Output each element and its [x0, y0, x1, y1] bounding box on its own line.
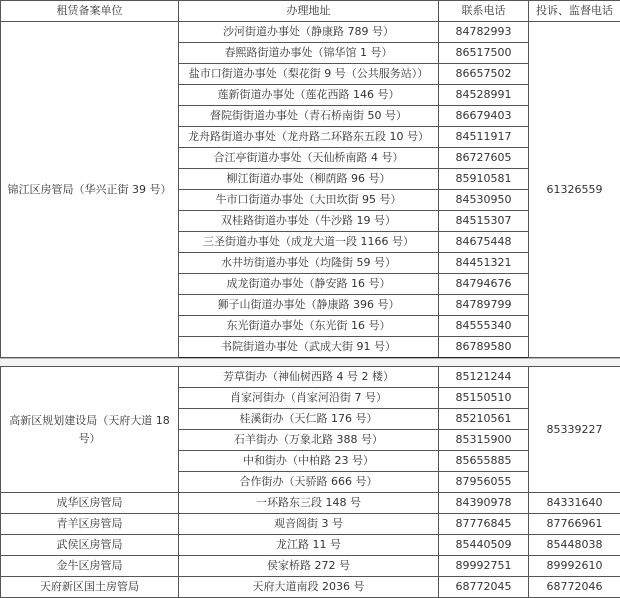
- unit-cell-jinjiang: 锦江区房管局（华兴正街 39 号）: [1, 22, 179, 358]
- address-cell: 春熙路街道办事处（锦华馆 1 号）: [179, 43, 439, 64]
- address-cell: 东光街道办事处（东光街 16 号）: [179, 316, 439, 337]
- address-cell: 水井坊街道办事处（均隆街 59 号）: [179, 253, 439, 274]
- table-row: [1, 514, 620, 535]
- header-address: 办理地址: [179, 1, 439, 22]
- phone-cell: 85210561: [439, 409, 529, 430]
- address-cell: 观音阁街 3 号: [179, 514, 439, 535]
- phone-cell: 84530950: [439, 190, 529, 211]
- table-row: [1, 22, 620, 43]
- table-row: [1, 367, 620, 388]
- table-row: [1, 535, 620, 556]
- address-cell: 合作街办（天骄路 666 号）: [179, 472, 439, 493]
- table-row: [1, 493, 620, 514]
- header-phone: 联系电话: [439, 1, 529, 22]
- phone-cell: 84390978: [439, 493, 529, 514]
- address-cell: 合江亭街道办事处（天仙桥南路 4 号）: [179, 148, 439, 169]
- header-complaint: 投诉、监督电话: [529, 1, 620, 22]
- address-cell: 龙江路 11 号: [179, 535, 439, 556]
- phone-cell: 84789799: [439, 295, 529, 316]
- address-cell: 三圣街道办事处（成龙大道一段 1166 号）: [179, 232, 439, 253]
- table-row: [1, 577, 620, 598]
- phone-cell: 86789580: [439, 337, 529, 358]
- address-cell: 沙河街道办事处（静康路 789 号）: [179, 22, 439, 43]
- address-cell: 芳草街办（神仙树西路 4 号 2 楼）: [179, 367, 439, 388]
- complaint-cell-jinjiang: 61326559: [529, 22, 620, 358]
- phone-cell: 84675448: [439, 232, 529, 253]
- address-cell: 柳江街道办事处（柳荫路 96 号）: [179, 169, 439, 190]
- phone-cell: 87776845: [439, 514, 529, 535]
- phone-cell: 85150510: [439, 388, 529, 409]
- address-cell: 石羊街办（万象北路 388 号）: [179, 430, 439, 451]
- address-cell: 成龙街道办事处（静安路 16 号）: [179, 274, 439, 295]
- unit-cell: 武侯区房管局: [1, 535, 179, 556]
- address-cell: 牛市口街道办事处（大田坎街 95 号）: [179, 190, 439, 211]
- phone-cell: 85655885: [439, 451, 529, 472]
- rental-registry-table-others: [0, 366, 620, 598]
- phone-cell: 84511917: [439, 127, 529, 148]
- phone-cell: 89992751: [439, 556, 529, 577]
- complaint-cell-gaoxin: 85339227: [529, 367, 620, 493]
- address-cell: 肖家河街办（肖家河沿街 7 号）: [179, 388, 439, 409]
- phone-cell: 84515307: [439, 211, 529, 232]
- phone-cell: 68772045: [439, 577, 529, 598]
- phone-cell: 86517500: [439, 43, 529, 64]
- phone-cell: 86657502: [439, 64, 529, 85]
- address-cell: 督院街街道办事处（青石桥南街 50 号）: [179, 106, 439, 127]
- address-cell: 双桂路街道办事处（牛沙路 19 号）: [179, 211, 439, 232]
- address-cell: 莲新街道办事处（莲花西路 146 号）: [179, 85, 439, 106]
- unit-cell-gaoxin: 高新区规划建设局（天府大道 18 号）: [1, 367, 179, 493]
- complaint-cell: 85448038: [529, 535, 620, 556]
- address-cell: 天府大道南段 2036 号: [179, 577, 439, 598]
- phone-cell: 86679403: [439, 106, 529, 127]
- address-cell: 盐市口街道办事处（梨花街 9 号（公共服务站））: [179, 64, 439, 85]
- complaint-cell: 68772046: [529, 577, 620, 598]
- address-cell: 桂溪街办（天仁路 176 号）: [179, 409, 439, 430]
- address-cell: 一环路东三段 148 号: [179, 493, 439, 514]
- complaint-cell: 89992610: [529, 556, 620, 577]
- unit-cell: 天府新区国土房管局: [1, 577, 179, 598]
- phone-cell: 84794676: [439, 274, 529, 295]
- phone-cell: 84451321: [439, 253, 529, 274]
- phone-cell: 86727605: [439, 148, 529, 169]
- address-cell: 中和街办（中柏路 23 号）: [179, 451, 439, 472]
- phone-cell: 84528991: [439, 85, 529, 106]
- address-cell: 龙舟路街道办事处（龙舟路二环路东五段 10 号）: [179, 127, 439, 148]
- phone-cell: 85315900: [439, 430, 529, 451]
- unit-cell: 青羊区房管局: [1, 514, 179, 535]
- phone-cell: 84782993: [439, 22, 529, 43]
- phone-cell: 85440509: [439, 535, 529, 556]
- header-unit: 租赁备案单位: [1, 1, 179, 22]
- address-cell: 侯家桥路 272 号: [179, 556, 439, 577]
- phone-cell: 87956055: [439, 472, 529, 493]
- table-row: [1, 556, 620, 577]
- unit-cell: 金牛区房管局: [1, 556, 179, 577]
- complaint-cell: 87766961: [529, 514, 620, 535]
- unit-cell: 成华区房管局: [1, 493, 179, 514]
- address-cell: 书院街道办事处（武成大街 91 号）: [179, 337, 439, 358]
- phone-cell: 85910581: [439, 169, 529, 190]
- phone-cell: 85121244: [439, 367, 529, 388]
- address-cell: 狮子山街道办事处（静康路 396 号）: [179, 295, 439, 316]
- header-row: [1, 1, 620, 22]
- complaint-cell: 84331640: [529, 493, 620, 514]
- phone-cell: 84555340: [439, 316, 529, 337]
